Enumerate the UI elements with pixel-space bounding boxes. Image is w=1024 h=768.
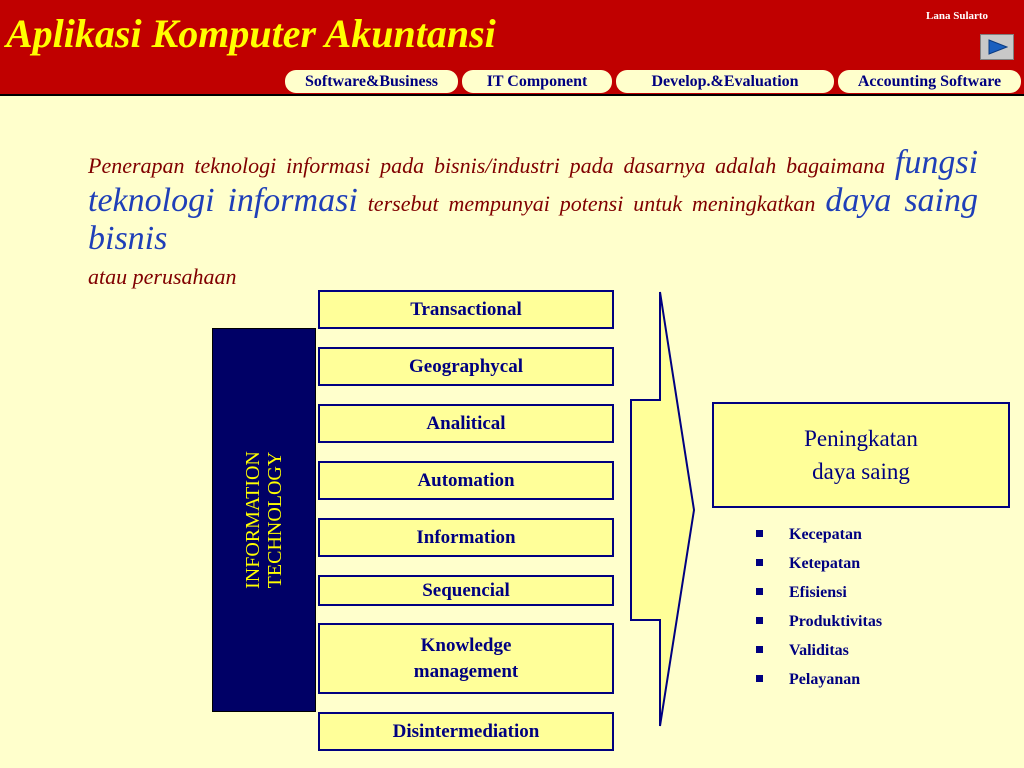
intro-text-part3: atau perusahaan <box>88 264 237 289</box>
function-box-knowledge-management: Knowledge management <box>318 623 614 694</box>
tab-accounting-software[interactable]: Accounting Software <box>838 70 1021 93</box>
square-bullet-icon <box>756 646 763 653</box>
intro-emphasis-it-function: fungsi teknologi informasi <box>88 144 979 219</box>
list-item: Pelayanan <box>756 667 882 696</box>
function-box-sequencial: Sequencial <box>318 575 614 606</box>
tab-develop-evaluation[interactable]: Develop.&Evaluation <box>616 70 834 93</box>
result-box-competitiveness <box>712 402 1010 508</box>
tab-software-business[interactable]: Software&Business <box>285 70 458 93</box>
square-bullet-icon <box>756 675 763 682</box>
function-box-analitical: Analitical <box>318 404 614 443</box>
square-bullet-icon <box>756 588 763 595</box>
function-box-transactional: Transactional <box>318 290 614 329</box>
list-item: Validitas <box>756 638 882 667</box>
square-bullet-icon <box>756 530 763 537</box>
function-box-geographycal: Geographycal <box>318 347 614 386</box>
function-box-disintermediation: Disintermediation <box>318 712 614 751</box>
result-line2: daya saing <box>812 459 910 484</box>
header-divider <box>0 94 1024 96</box>
intro-text-part2: tersebut mempunyai potensi untuk meningkatkan <box>367 191 816 216</box>
intro-text-part1: Penerapan teknologi informasi pada bisnis/industri pada dasarnya adalah bagaimana <box>88 153 886 178</box>
intro-paragraph <box>88 145 978 294</box>
chevron-right-arrow <box>630 290 700 730</box>
list-item: Ketepatan <box>756 551 882 580</box>
header-bar <box>0 0 1024 94</box>
play-arrow-icon <box>988 39 1008 55</box>
square-bullet-icon <box>756 559 763 566</box>
list-item: Efisiensi <box>756 580 882 609</box>
square-bullet-icon <box>756 617 763 624</box>
benefits-list <box>756 522 882 696</box>
author-name: Lana Sularto <box>926 10 989 22</box>
intro-emphasis-competitiveness: daya saing bisnis <box>88 182 978 257</box>
list-item: Produktivitas <box>756 609 882 638</box>
app-title: Aplikasi Komputer Akuntansi <box>6 11 496 56</box>
next-slide-button[interactable] <box>980 34 1014 60</box>
tab-it-component[interactable]: IT Component <box>462 70 612 93</box>
function-box-information: Information <box>318 518 614 557</box>
list-item: Kecepatan <box>756 522 882 551</box>
information-technology-label: INFORMATION TECHNOLOGY <box>242 451 286 589</box>
result-line1: Peningkatan <box>804 426 918 451</box>
function-box-automation: Automation <box>318 461 614 500</box>
